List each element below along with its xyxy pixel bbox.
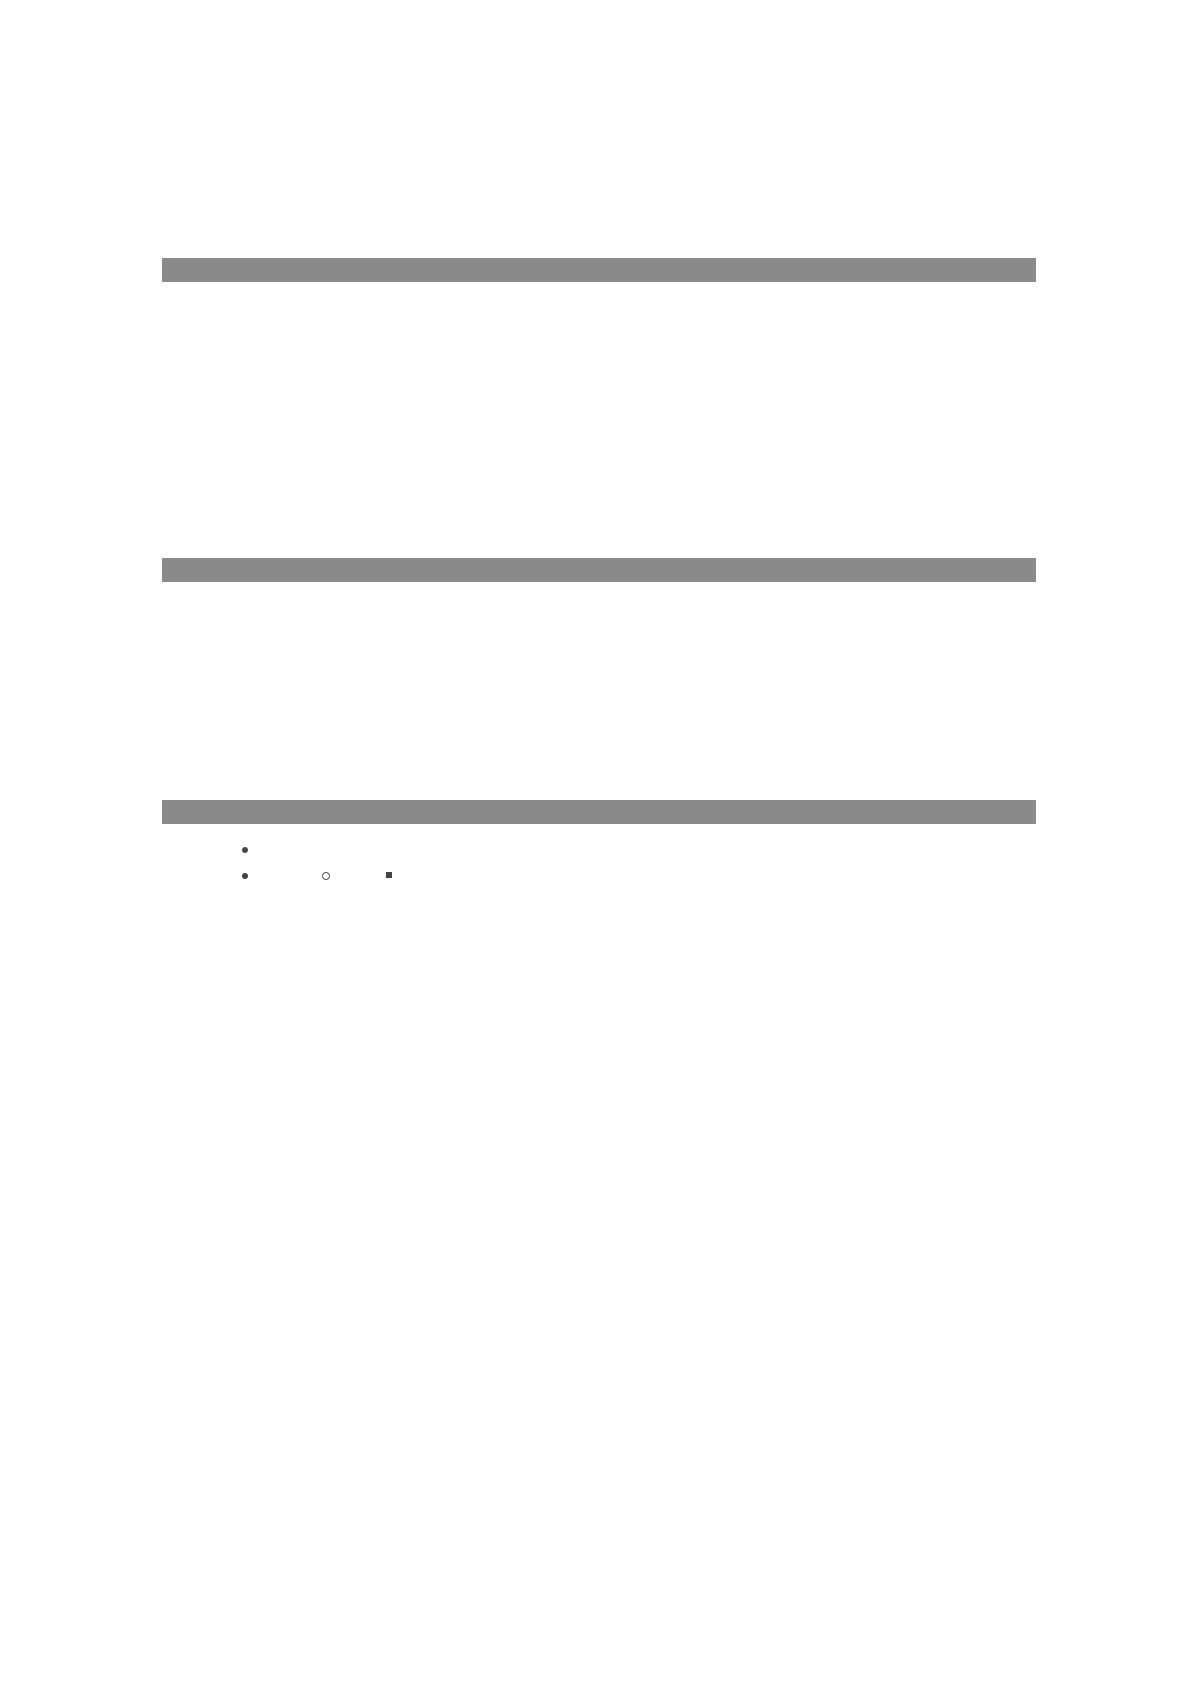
objectives-banner bbox=[162, 258, 1036, 282]
evaluation-list bbox=[240, 838, 1010, 864]
evaluation-banner bbox=[162, 800, 1036, 824]
square-bullet-icon bbox=[386, 872, 392, 878]
methodology-banner bbox=[162, 558, 1036, 582]
objectives-list bbox=[168, 308, 1028, 310]
circle-bullet-icon bbox=[322, 872, 330, 880]
bullet-icon bbox=[242, 873, 248, 879]
bullet-icon bbox=[242, 847, 248, 853]
